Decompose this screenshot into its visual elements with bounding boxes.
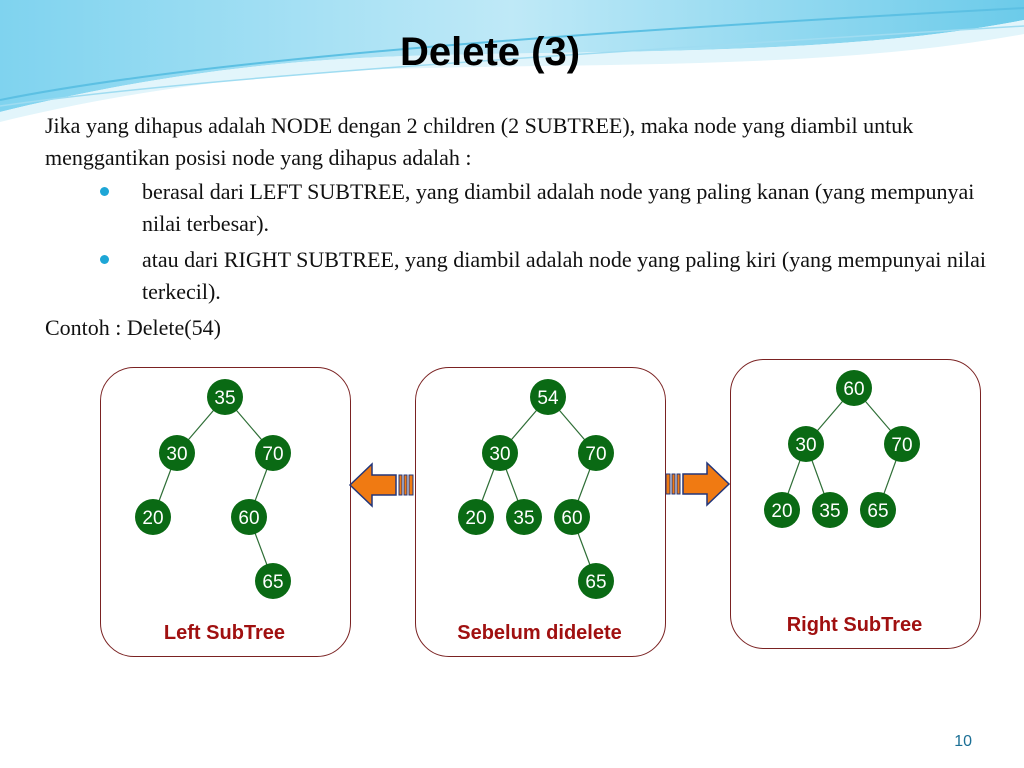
example-line: Contoh : Delete(54) bbox=[45, 315, 221, 340]
tree-node-label: 35 bbox=[214, 388, 236, 409]
tree-node-label: 65 bbox=[867, 501, 889, 522]
slide-title: Delete (3) bbox=[399, 30, 581, 74]
right-subtree-caption: Right SubTree bbox=[786, 614, 923, 636]
tree-node-label: 70 bbox=[262, 444, 284, 465]
left-subtree-caption: Left SubTree bbox=[163, 622, 286, 644]
arrow-left-icon bbox=[350, 464, 413, 506]
tree-node-label: 70 bbox=[585, 444, 607, 465]
before-delete-caption: Sebelum didelete bbox=[457, 622, 622, 644]
tree-node-label: 20 bbox=[142, 508, 164, 529]
tree-node-label: 35 bbox=[513, 508, 535, 529]
tree-node-label: 30 bbox=[166, 444, 188, 465]
bullet-text: berasal dari LEFT SUBTREE, yang diambil adalah node yang paling kanan (yang mempunyai nilai terbesar). bbox=[142, 179, 975, 236]
tree-node-label: 30 bbox=[795, 435, 817, 456]
bullet-text: atau dari RIGHT SUBTREE, yang diambil adalah node yang paling kiri (yang mempunyai nilai terkecil). bbox=[142, 247, 986, 304]
arrow-right-icon bbox=[666, 463, 729, 505]
right-subtree-tree bbox=[764, 370, 920, 528]
tree-node-label: 20 bbox=[771, 501, 793, 522]
before-delete-tree bbox=[458, 379, 614, 599]
tree-node-label: 60 bbox=[238, 508, 260, 529]
left-subtree-tree bbox=[135, 379, 291, 599]
tree-node-label: 70 bbox=[891, 435, 913, 456]
page-number: 10 bbox=[954, 733, 972, 750]
tree-node-label: 65 bbox=[262, 572, 284, 593]
intro-paragraph: Jika yang dihapus adalah NODE dengan 2 children (2 SUBTREE), maka node yang diambil untuk menggantikan posisi node yang dihapus adalah : bbox=[45, 113, 914, 170]
tree-node-label: 35 bbox=[819, 501, 841, 522]
tree-node-label: 60 bbox=[843, 379, 865, 400]
tree-node-label: 54 bbox=[537, 388, 559, 409]
tree-node-label: 30 bbox=[489, 444, 511, 465]
tree-node-label: 60 bbox=[561, 508, 583, 529]
tree-node-label: 20 bbox=[465, 508, 487, 529]
tree-node-label: 65 bbox=[585, 572, 607, 593]
